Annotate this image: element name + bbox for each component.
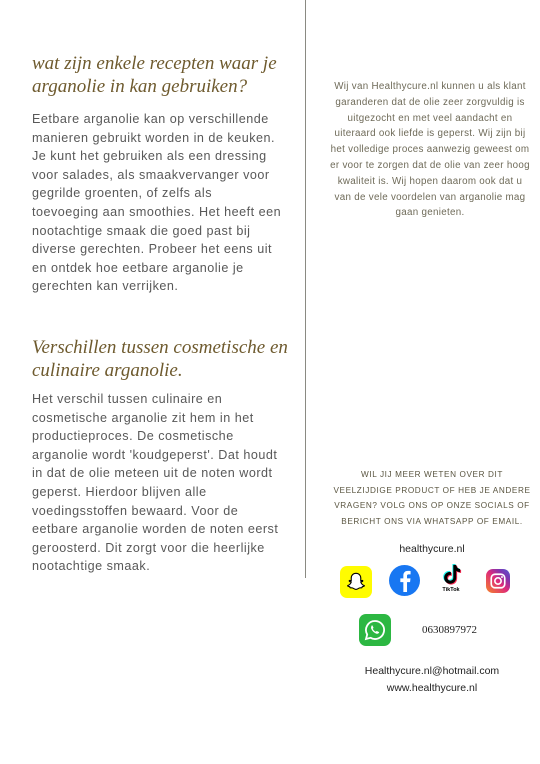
tiktok-label: TikTok [442,587,460,593]
quality-guarantee-text: Wij van Healthycure.nl kunnen u als klant garanderen dat de olie zeer zorgvuldig is uitgezocht en met veel aandacht en uiteraard ook liefde is geperst. Wij zijn bij het volledige proces aanwezig geweest om er voor te zorgen dat de olie van zeer hoog kwaliteit is. Wij hopen daarom ook dat u van de vele voordelen van arganolie mag gaan genieten. [330,81,530,219]
website-link-top[interactable]: healthycure.nl [399,543,465,555]
phone-number[interactable]: 0630897972 [422,624,477,636]
paragraph-differences: Het verschil tussen culinaire en cosmetische arganolie zit hem in het productieproces. De cosmetische arganolie wordt 'koudgeperst'. Dat houdt in dat de olie meteen uit de noten wordt geperst. Hierdoor blijven alle voedingsstoffen bewaard. Voor de eetbare arganolie worden de noten eerst geroosterd. Dit zorgt voor die heerlijke nootachtige smaak. [32,392,279,574]
heading-recipes: wat zijn enkele recepten waar je arganolie in kan gebruiken? [32,53,277,97]
paragraph-recipes: Eetbare arganolie kan op verschillende manieren gebruikt worden in de keuken. Je kunt het gebruiken als een dressing voor salades, als smaakvervanger voor gegrilde groenten, of zelfs als toevoeging aan smoothies. Het heeft een nootachtige smaak die goed past bij diverse gerechten. Probeer het eens uit en ontdek hoe eetbare arganolie je gerechten kan verrijken. [32,112,282,294]
snapchat-icon[interactable] [340,566,372,598]
whatsapp-icon[interactable] [359,614,391,646]
contact-call-to-action: WIL JIJ MEER WETEN OVER DIT VEELZIJDIGE PRODUCT OF HEB JE ANDERE VRAGEN? VOLG ONS OP ONZE SOCIALS OF BERICHT ONS VIA WHATSAPP OF EMAIL. [333,470,531,526]
facebook-icon[interactable] [389,565,420,596]
email-address[interactable]: Healthycure.nl@hotmail.com [364,665,500,677]
tiktok-icon[interactable] [436,563,466,597]
column-divider [305,0,306,578]
instagram-icon[interactable] [486,569,510,593]
website-link[interactable]: www.healthycure.nl [386,682,478,694]
heading-differences: Verschillen tussen cosmetische en culinaire arganolie. [32,337,288,381]
